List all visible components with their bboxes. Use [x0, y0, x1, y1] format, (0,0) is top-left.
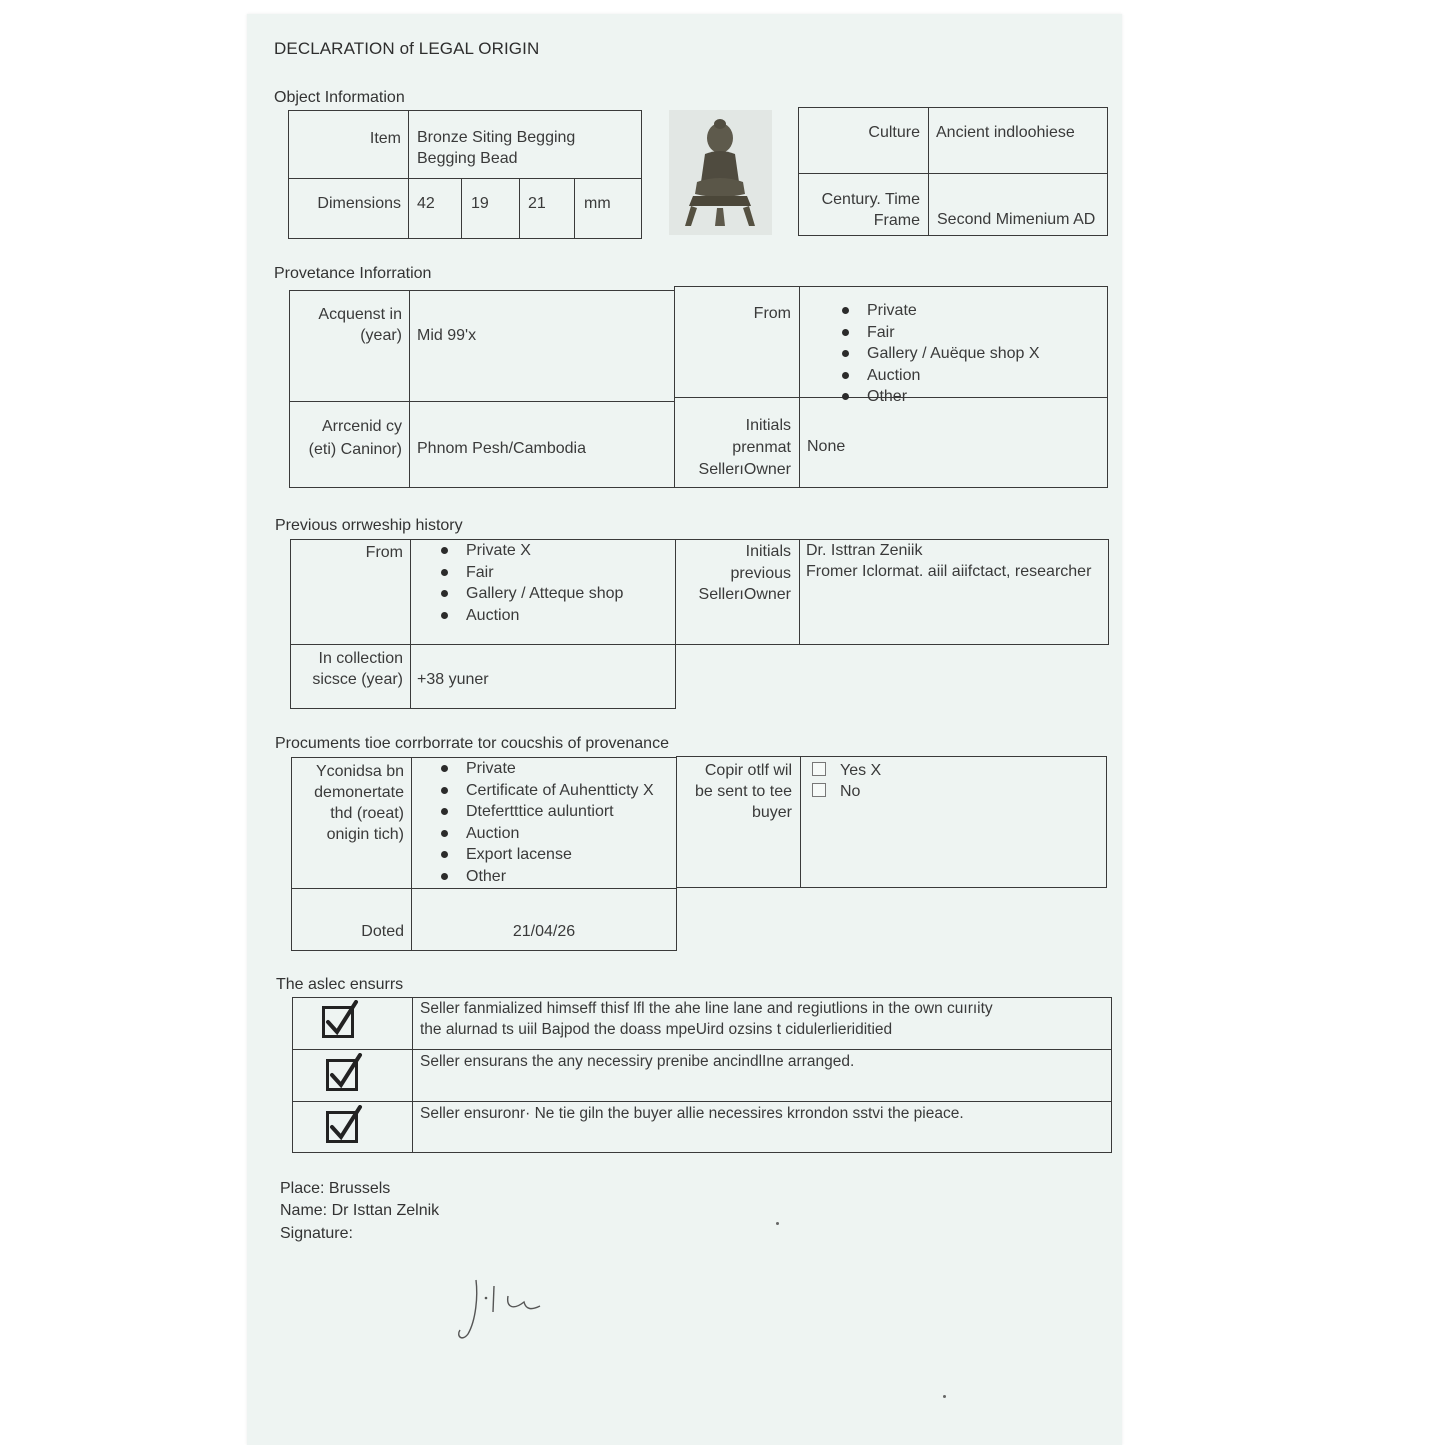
item-value-line1: Bronze Siting Begging	[417, 129, 576, 146]
yes-checkbox-icon	[812, 762, 826, 776]
initials-label-line3: SellerıOwner	[698, 461, 791, 478]
acquired-label-line1: Acquenst in	[318, 306, 402, 323]
initials-label-line2: prenmat	[732, 439, 791, 456]
previous-ownership-table	[290, 539, 1110, 709]
country-label-line2: (eti) Caninor)	[308, 441, 402, 458]
signature	[454, 1276, 554, 1351]
prev-owner-name: Dr. Isttran Zeniik	[806, 542, 923, 559]
acquired-value: Mid 99'x	[417, 327, 477, 344]
ensure-row1-line1: Seller fanmialized himseff thisf lfl the ahe line lane and regiutlions in the own cuırıity	[420, 1000, 993, 1017]
dimension-height: 42	[417, 195, 435, 212]
doc-option-auction: Auction	[438, 823, 654, 845]
doc-option-certificate: Certificate of Auhentticty X	[438, 780, 654, 802]
dated-label: Doted	[361, 923, 404, 940]
from-option-private: Private	[839, 300, 1040, 322]
object-table	[288, 110, 1108, 239]
prev-from-option-auction: Auction	[438, 605, 623, 627]
provenance-table	[289, 286, 1109, 488]
section-documents: Procuments tioe corrborrate tor coucshis of provenance	[275, 735, 669, 752]
collection-since-label-line2: sicsce (year)	[312, 671, 403, 688]
century-label-line1: Century. Time	[821, 191, 920, 208]
from-options-list	[839, 300, 1040, 408]
dimension-width: 19	[471, 195, 489, 212]
ensure-row1-line2: the alurnad ts uiil Bajpod the doass mpeUird ozsins t cidulerlieriditied	[420, 1021, 893, 1038]
prev-initials-label-line3: SellerıOwner	[698, 586, 791, 603]
from-option-other: Other	[839, 386, 1040, 408]
doc-option-detective: Dtefertttice auluntiort	[438, 801, 654, 823]
speck-dot	[776, 1222, 779, 1225]
dated-value: 21/04/26	[512, 923, 576, 940]
initials-label-line1: Initials	[745, 417, 791, 434]
copy-label-line3: buyer	[751, 804, 792, 821]
prev-from-label: From	[365, 544, 403, 561]
item-photo	[669, 110, 772, 235]
acquired-label-line2: (year)	[360, 327, 402, 344]
dimensions-label: Dimensions	[317, 195, 401, 212]
copy-option-no-label: No	[840, 783, 861, 800]
signature-label: Signature:	[280, 1225, 353, 1242]
culture-value: Ancient indloohiese	[936, 124, 1075, 141]
copy-label-line1: Copir otlf wil	[704, 762, 792, 779]
culture-label: Culture	[868, 124, 920, 141]
section-seller-ensures: The aslec ensurrs	[276, 976, 404, 993]
prev-from-option-fair: Fair	[438, 562, 623, 584]
item-label: Item	[369, 130, 401, 147]
century-value: Second Mimenium AD	[937, 211, 1096, 228]
copy-label-line2: be sent to tee	[695, 783, 792, 800]
handwritten-signature-icon	[454, 1276, 554, 1346]
section-previous-ownership: Previous orrweship history	[275, 517, 463, 534]
doc-option-private: Private	[438, 758, 654, 780]
document-options-list	[438, 758, 654, 887]
buddha-statue-icon	[669, 110, 772, 235]
from-option-fair: Fair	[839, 322, 1040, 344]
section-object-information: Object Information	[274, 89, 405, 106]
documents-left-label-line1: Yconidsa bn	[315, 763, 404, 780]
prev-from-option-gallery: Gallery / Atteque shop	[438, 583, 623, 605]
century-label-line2: Frame	[873, 212, 920, 229]
copy-option-no	[812, 781, 860, 802]
ensure-row3: Seller ensuronr· Ne tie giln the buyer allie necessires krrondon sstvi the pieace.	[420, 1105, 964, 1122]
document-title: DECLARATION of LEGAL ORIGIN	[274, 39, 540, 58]
country-label-line1: Arrcenid cy	[321, 418, 402, 435]
copy-option-yes	[812, 760, 881, 781]
documents-left-label-line2: demonertate	[314, 784, 404, 801]
prev-initials-label-line2: previous	[730, 565, 791, 582]
name: Name: Dr Isttan Zelnik	[280, 1202, 440, 1219]
prev-from-option-private: Private X	[438, 540, 623, 562]
documents-left-label-line4: onigin tich)	[326, 826, 404, 843]
prev-initials-label-line1: Initials	[745, 543, 791, 560]
from-option-gallery: Gallery / Auëque shop X	[839, 343, 1040, 365]
prev-owner-description: Fromer Iclormat. aiil aiifctact, researcher	[806, 563, 1092, 580]
collection-since-label-line1: In collection	[318, 650, 403, 667]
dimension-depth: 21	[528, 195, 546, 212]
seller-ensures-table	[292, 997, 1112, 1153]
from-option-auction: Auction	[839, 365, 1040, 387]
item-value-line2: Begging Bead	[417, 150, 518, 167]
documents-table	[291, 757, 1111, 951]
place: Place: Brussels	[280, 1180, 391, 1197]
prev-from-options-list	[438, 540, 623, 626]
dimension-unit: mm	[584, 195, 611, 212]
copy-option-yes-label: Yes X	[840, 762, 882, 779]
initials-value: None	[807, 438, 846, 455]
section-provenance-information: Provetance Inforration	[274, 265, 432, 282]
documents-left-label-line3: thd (roeat)	[330, 805, 404, 822]
country-value: Phnom Pesh/Cambodia	[417, 440, 586, 457]
from-label: From	[753, 305, 791, 322]
no-checkbox-icon	[812, 783, 826, 797]
doc-option-other: Other	[438, 866, 654, 888]
collection-since-value: +38 yuner	[417, 671, 489, 688]
declaration-document	[247, 14, 1122, 1445]
ensure-row2: Seller ensurans the any necessiry prenibe ancindlIne arranged.	[420, 1053, 855, 1070]
speck-dot	[943, 1395, 946, 1398]
doc-option-export-license: Export lacense	[438, 844, 654, 866]
